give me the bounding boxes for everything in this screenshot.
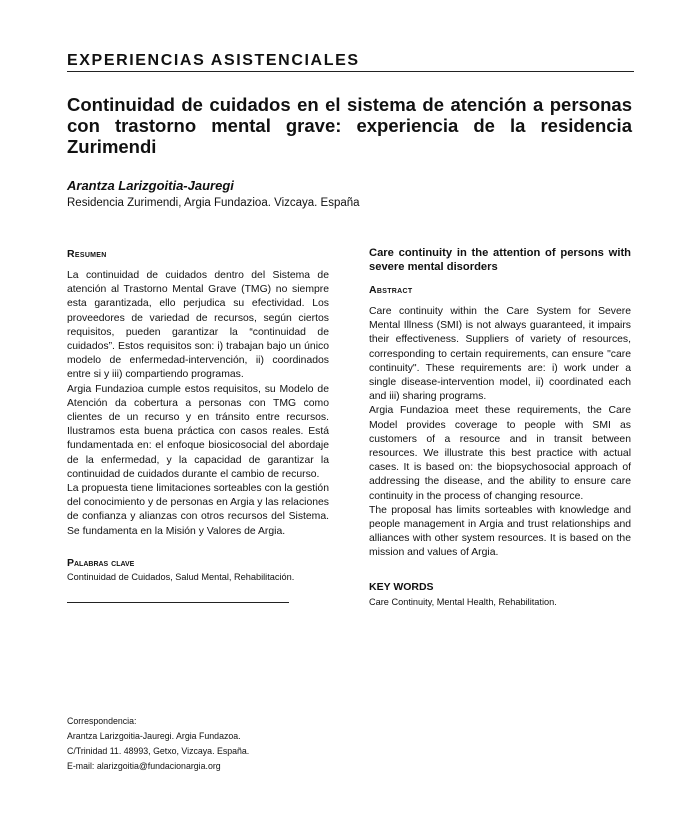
spanish-column [67, 248, 329, 603]
abstract-paragraph: The proposal has limits sorteables with knowledge and people management in Argia and trust relationships and alliances with other system resources. It is based on the mission and values of Argia. [369, 504, 631, 559]
correspondence-block [67, 714, 249, 774]
article-title: Continuidad de cuidados en el sistema de atención a personas con trastorno mental grave: experiencia de la residencia Zurimendi [67, 94, 632, 157]
abstract-body [369, 305, 631, 561]
resumen-paragraph: La continuidad de cuidados dentro del Sistema de atención al Trastorno Mental Grave (TMG) no siempre esta garantizada, ello perjudica su efectividad. Los proveedores de variedad de recursos, según ciertos requisitos, pueden garantizar la “continuidad de cuidados”. Estos requisitos son: i) trabajan bajo un único modelo de enfermedad-intervención, ii) coordinados entre si y iii) compartiendo programas. [67, 270, 329, 381]
resumen-paragraph: La propuesta tiene limitaciones sorteables con la gestión del conocimiento y de personas en Argia y las relaciones de confianza y alianzas con otros recursos del Sistema. Se fundamenta en la Misión y Valores de Argia. [67, 483, 329, 537]
correspondence-label: Correspondencia: [67, 716, 137, 726]
resumen-paragraph: Argia Fundazioa cumple estos requisitos, su Modelo de Atención da cobertura a personas con TMG como clientes de un recurso y en tránsito entre recursos. Ilustramos esta buena práctica con casos reales. Está fundamentada en: el enfoque biosicosocial del abordaje de la enfermedad, y la capacidad de garantizar la continuidad de cuidados durante el cambio de recurso. [67, 383, 329, 480]
section-label: EXPERIENCIAS ASISTENCIALES [67, 52, 360, 69]
key-words-heading: KEY WORDS [369, 580, 434, 593]
abstract-paragraph: Argia Fundazioa meet these requirements, the Care Model provides coverage to people with SMI as customers of a resource and in transit between resources. We illustrate this best practice with actual cases. It is based on: the biopsychosocial approach of addressing the disease, and the ability to ensure care continuity in the process of changing resource. [369, 405, 631, 502]
author-name: Arantza Larizgoitia-Jauregi [67, 178, 234, 193]
english-title: Care continuity in the attention of persons with severe mental disorders [369, 247, 631, 273]
resumen-heading: Resumen [67, 248, 107, 260]
abstract-heading: Abstract [369, 284, 413, 296]
key-words-text: Care Continuity, Mental Health, Rehabilitation. [369, 596, 557, 607]
palabras-clave-heading: Palabras clave [67, 556, 135, 569]
section-header [67, 52, 634, 72]
author-affiliation: Residencia Zurimendi, Argia Fundazioa. Vizcaya. España [67, 197, 360, 209]
correspondence-name: Arantza Larizgoitia-Jauregi. Argia Fundazoa. [67, 731, 241, 741]
resumen-body [67, 269, 329, 539]
palabras-clave-text: Continuidad de Cuidados, Salud Mental, Rehabilitación. [67, 571, 295, 582]
correspondence-address: C/Trinidad 11. 48993, Getxo, Vizcaya. España. [67, 746, 250, 756]
abstract-paragraph: Care continuity within the Care System for Severe Mental Illness (SMI) is not always guaranteed, it impairs their effectiveness. Suppliers of variety of resources, corresponding to certain requirements, can ensure "care continuity". These requirements are: i) work under a single disease-intervention model, ii) coordinated each and iii) sharing programs. [369, 306, 631, 403]
footnote-divider [67, 602, 289, 603]
correspondence-email: E-mail: alarizgoitia@fundacionargia.org [67, 761, 221, 771]
english-column [369, 246, 631, 608]
